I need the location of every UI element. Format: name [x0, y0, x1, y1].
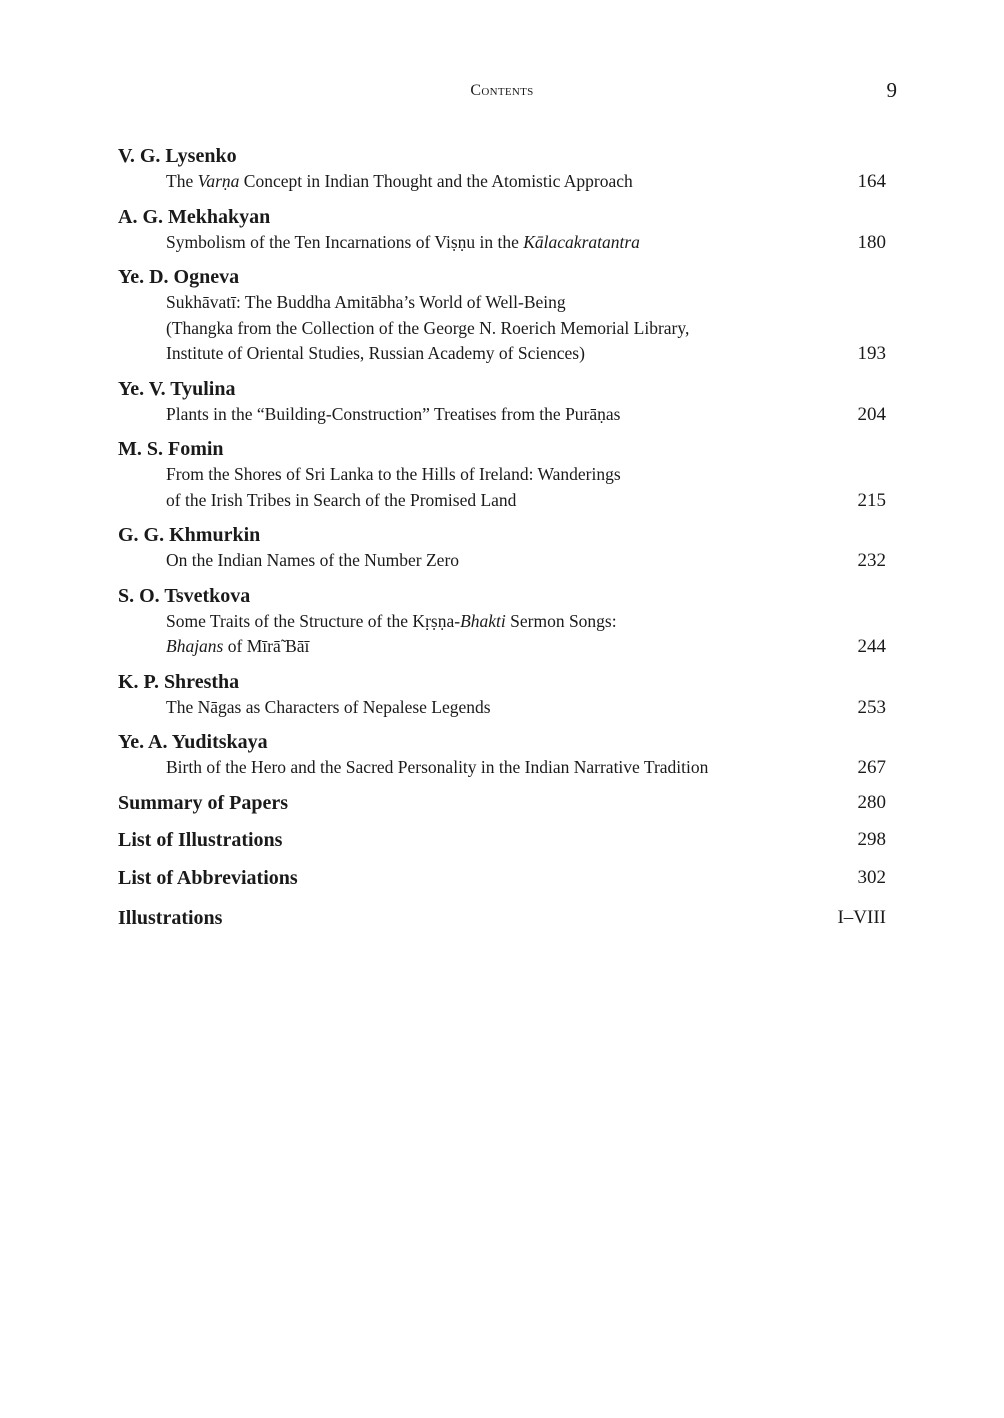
entry-page-number: 267 — [857, 757, 886, 778]
title-segment: (Thangka from the Collection of the George N. Roerich Memorial Library, — [166, 317, 690, 338]
entry-page-number: 164 — [857, 171, 886, 192]
italic-title-segment: Bhakti — [460, 610, 506, 631]
toc-section-row — [118, 827, 886, 865]
toc-entry — [118, 143, 886, 195]
entry-title-line — [166, 169, 796, 195]
title-segment: Sermon Songs: — [505, 610, 617, 631]
toc-entry — [118, 669, 886, 721]
section-page-number: 302 — [857, 866, 886, 888]
entry-title-line — [166, 609, 796, 635]
title-segment: of the Irish Tribes in Search of the Promised Land — [166, 489, 517, 510]
toc-sections — [118, 790, 886, 943]
entry-title-line — [166, 488, 796, 514]
entry-title-line — [166, 341, 796, 367]
page-number: 9 — [886, 78, 897, 102]
entry-author: S. O. Tsvetkova — [118, 584, 251, 607]
toc-entry — [118, 729, 886, 781]
entry-title-line — [166, 695, 796, 721]
entry-title — [118, 402, 886, 428]
running-head: Contents — [470, 82, 534, 99]
toc-entry — [118, 376, 886, 428]
section-title: Illustrations — [118, 907, 223, 929]
title-segment: Concept in Indian Thought and the Atomistic Approach — [239, 171, 633, 191]
entry-title — [118, 462, 886, 513]
section-title: List of Abbreviations — [118, 866, 298, 889]
entry-title — [118, 230, 886, 256]
entry-page-number: 215 — [857, 489, 886, 511]
title-segment: The — [166, 171, 198, 191]
title-segment: Sukhāvatī: The Buddha Amitābha’s World of Well-Being — [166, 292, 566, 312]
title-segment: From the Shores of Sri Lanka to the Hills of Ireland: Wanderings — [166, 464, 621, 484]
entry-page-number: 253 — [857, 696, 886, 718]
entry-author: Ye. A. Yuditskaya — [118, 731, 268, 753]
section-page-number: I–VIII — [837, 907, 886, 928]
title-segment: of Mīrā̃ Bāī — [223, 636, 310, 656]
entry-title — [118, 755, 886, 781]
entry-author: Ye. D. Ogneva — [118, 266, 240, 288]
italic-title-segment: Varṇa — [197, 171, 240, 191]
entry-title-line — [166, 290, 796, 316]
italic-title-segment: Kālacakratantra — [523, 231, 640, 252]
entry-title — [118, 169, 886, 195]
section-page-number: 298 — [857, 829, 886, 850]
entry-author: M. S. Fomin — [118, 438, 224, 460]
toc-entry — [118, 583, 886, 660]
title-segment: Plants in the “Building-Construction” Treatises from the Purāṇas — [166, 403, 621, 424]
toc-entries — [118, 143, 886, 781]
entry-page-number: 193 — [857, 343, 886, 364]
entry-author: K. P. Shrestha — [118, 670, 240, 693]
title-segment: The Nāgas as Characters of Nepalese Legends — [166, 696, 491, 717]
title-segment: Birth of the Hero and the Sacred Personality in the Indian Narrative Tradition — [166, 757, 709, 777]
toc-section-row — [118, 790, 886, 828]
entry-author: Ye. V. Tyulina — [118, 377, 236, 400]
section-title: Summary of Papers — [118, 791, 288, 814]
entry-title-line — [166, 230, 796, 256]
entry-page-number: 204 — [857, 403, 886, 425]
toc-section-row — [118, 865, 886, 903]
title-segment: Some Traits of the Structure of the Kṛṣṇa- — [166, 610, 461, 631]
toc-entry — [118, 204, 886, 256]
entry-title — [118, 609, 886, 660]
entry-title — [118, 695, 886, 721]
entry-author: V. G. Lysenko — [118, 145, 237, 167]
title-segment: Symbolism of the Ten Incarnations of Viṣṇu in the — [166, 231, 524, 252]
entry-page-number: 232 — [857, 550, 886, 571]
section-title: List of Illustrations — [118, 829, 283, 851]
toc-entry — [118, 522, 886, 574]
toc-entry — [118, 264, 886, 367]
entry-title — [118, 548, 886, 574]
entry-title-line — [166, 462, 796, 488]
table-of-contents — [118, 143, 886, 943]
entry-title — [118, 290, 886, 367]
entry-author: G. G. Khmurkin — [118, 524, 261, 546]
toc-section-row — [118, 905, 886, 943]
entry-title-line — [166, 634, 796, 660]
toc-entry — [118, 436, 886, 513]
entry-page-number: 244 — [857, 636, 886, 657]
entry-title-line — [166, 548, 796, 574]
entry-title-line — [166, 402, 796, 428]
entry-page-number: 180 — [857, 231, 886, 253]
italic-title-segment: Bhajans — [166, 636, 224, 656]
entry-title-line — [166, 316, 796, 342]
title-segment: Institute of Oriental Studies, Russian Academy of Sciences) — [166, 343, 585, 363]
section-page-number: 280 — [857, 791, 886, 813]
title-segment: On the Indian Names of the Number Zero — [166, 550, 460, 570]
entry-author: A. G. Mekhakyan — [118, 205, 271, 228]
entry-title-line — [166, 755, 796, 781]
